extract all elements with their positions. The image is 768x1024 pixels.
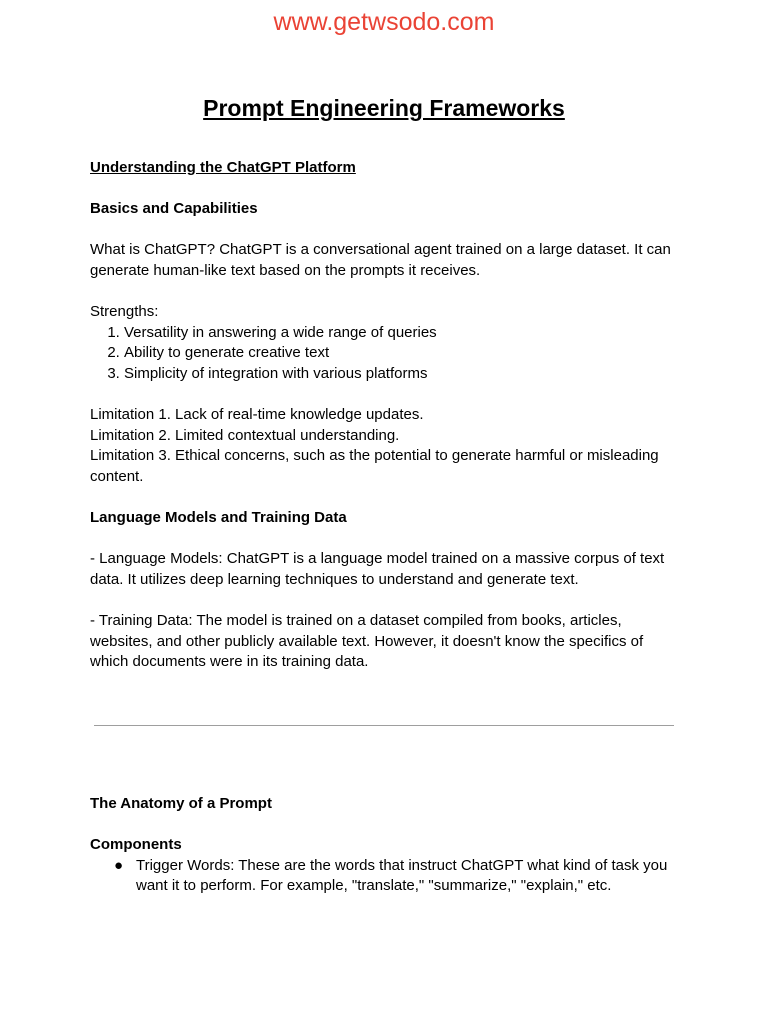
intro-paragraph	[90, 240, 690, 281]
intro-line: What is ChatGPT? ChatGPT is a conversational agent trained on a large dataset. It can	[90, 241, 671, 259]
section-heading-anatomy: The Anatomy of a Prompt	[90, 795, 272, 812]
strengths-label: Strengths:	[90, 303, 159, 321]
paragraph-line: - Language Models: ChatGPT is a language model trained on a massive corpus of text	[90, 550, 665, 568]
list-item: 3. Simplicity of integration with various platforms	[124, 364, 690, 385]
list-item	[114, 856, 690, 897]
intro-line: generate human-like text based on the prompts it receives.	[90, 261, 481, 279]
paragraph-line: data. It utilizes deep learning techniques to understand and generate text.	[90, 570, 579, 588]
list-item: 2. Ability to generate creative text	[124, 343, 690, 364]
watermark-link[interactable]: www.getwsodo.com	[273, 8, 495, 36]
components-list	[90, 856, 690, 897]
limitation-line: content.	[90, 467, 144, 485]
document-title: Prompt Engineering Frameworks	[203, 95, 565, 121]
limitation-line: Limitation 3. Ethical concerns, such as the potential to generate harmful or misleading	[90, 447, 659, 465]
training-data-paragraph	[90, 611, 690, 673]
limitation-2: Limitation 2. Limited contextual understanding.	[90, 426, 400, 444]
component-line: want it to perform. For example, "translate," "summarize," "explain," etc.	[136, 877, 612, 895]
section-anatomy	[90, 794, 690, 897]
paragraph-line: which documents were in its training data.	[90, 653, 369, 671]
list-item: 1. Versatility in answering a wide range of queries	[124, 323, 690, 344]
subheading-components: Components	[90, 836, 182, 854]
subheading-basics: Basics and Capabilities	[90, 200, 258, 218]
limitation-3	[90, 446, 690, 487]
subheading-language-models: Language Models and Training Data	[90, 509, 347, 527]
component-line: Trigger Words: These are the words that instruct ChatGPT what kind of task you	[136, 856, 668, 874]
section-understanding	[90, 158, 690, 673]
language-models-paragraph	[90, 549, 690, 590]
limitation-1: Limitation 1. Lack of real-time knowledge updates.	[90, 406, 424, 424]
section-heading: Understanding the ChatGPT Platform	[90, 159, 356, 176]
bullet-icon: ●	[114, 856, 124, 874]
section-divider	[94, 725, 674, 726]
paragraph-line: - Training Data: The model is trained on a dataset compiled from books, articles,	[90, 612, 622, 630]
paragraph-line: websites, and other publicly available text. However, it doesn't know the specifics of	[90, 632, 644, 650]
strengths-list	[90, 323, 690, 385]
